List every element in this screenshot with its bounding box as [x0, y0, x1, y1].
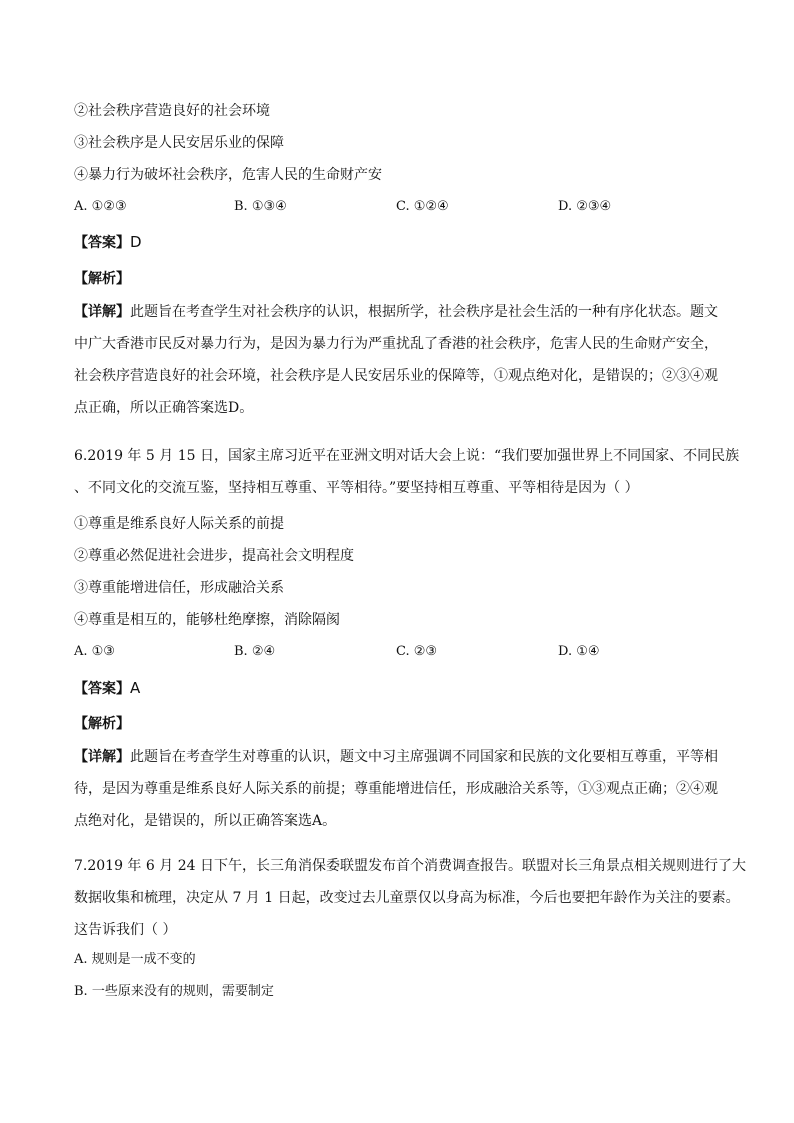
q6-option-b: B. ②④ — [234, 644, 276, 659]
detail-label: 【详解】 — [74, 304, 130, 320]
q6-stem — [74, 446, 740, 510]
q6-option-d: D. ①④ — [558, 644, 600, 659]
q6-statement-2: ②尊重必然促进社会进步，提高社会文明程度 — [74, 548, 354, 564]
q7-stem — [74, 856, 746, 952]
answer-value: A — [130, 679, 141, 697]
q6-detail-line-1: 【详解】此题旨在考查学生对尊重的认识，题文中习主席强调不同国家和民族的文化要相互尊重，平等相 — [74, 749, 718, 765]
q6-stem-line-2: 、不同文化的交流互鉴，坚持相互尊重、平等相待。”要坚持相互尊重、平等相待是因为（ ） — [74, 480, 639, 496]
q5-detail — [74, 302, 726, 430]
q5-detail-line-3: 社会秩序营造良好的社会环境，社会秩序是人民安居乐业的保障等，①观点绝对化，是错误的；②③④观 — [74, 368, 718, 384]
q6-detail — [74, 747, 726, 843]
answer-value: D — [130, 233, 142, 251]
q6-statement-1: ①尊重是维系良好人际关系的前提 — [74, 516, 284, 532]
q5-statement-2: ②社会秩序营造良好的社会环境 — [74, 103, 270, 119]
q5-option-a: A. ①②③ — [74, 199, 127, 214]
q6-option-a: A. ①③ — [74, 644, 115, 659]
q5-detail-line-4: 点正确，所以正确答案选D。 — [74, 400, 254, 416]
q6-option-c: C. ②③ — [396, 644, 438, 659]
q7-option-b: B. 一些原来没有的规则，需要制定 — [74, 984, 274, 999]
q6-statement-4: ④尊重是相互的，能够杜绝摩擦，消除隔阂 — [74, 612, 340, 628]
q5-statement-4: ④暴力行为破坏社会秩序，危害人民的生命财产安 — [74, 167, 382, 183]
q5-answer — [74, 232, 724, 253]
q5-option-d: D. ②③④ — [558, 199, 612, 214]
q5-option-b: B. ①③④ — [234, 199, 287, 214]
answer-label: 【答案】 — [74, 235, 130, 251]
q6-analysis-label: 【解析】 — [74, 716, 130, 732]
q6-statement-3: ③尊重能增进信任，形成融洽关系 — [74, 580, 284, 596]
q6-options — [74, 642, 724, 662]
q5-analysis-label: 【解析】 — [74, 271, 130, 287]
q6-answer — [74, 678, 724, 699]
q6-stem-line-1: 6.2019 年 5 月 15 日，国家主席习近平在亚洲文明对话大会上说：“我们要加强世界上不同国家、不同民族 — [74, 448, 740, 464]
q5-detail-line-2: 中广大香港市民反对暴力行为，是因为暴力行为严重扰乱了香港的社会秩序，危害人民的生命财产安全， — [74, 336, 718, 352]
q7-stem-line-1: 7.2019 年 6 月 24 日下午，长三角消保委联盟发布首个消费调查报告。联盟对长三角景点相关规则进行了大 — [74, 858, 746, 874]
q5-detail-line-1: 【详解】此题旨在考查学生对社会秩序的认识，根据所学，社会秩序是社会生活的一种有序化状态。题文 — [74, 304, 718, 320]
detail-label: 【详解】 — [74, 749, 130, 765]
q5-option-c: C. ①②④ — [396, 199, 449, 214]
q7-stem-line-2: 数据收集和梳理，决定从 7 月 1 日起，改变过去儿童票仅以身高为标准，今后也要把年龄作为关注的要素。 — [74, 890, 740, 906]
q5-options — [74, 197, 724, 217]
q7-option-a: A. 规则是一成不变的 — [74, 952, 196, 967]
q6-detail-line-3: 点绝对化，是错误的，所以正确答案选A。 — [74, 813, 337, 829]
q6-detail-line-2: 待，是因为尊重是维系良好人际关系的前提；尊重能增进信任，形成融洽关系等，①③观点正确；②④观 — [74, 781, 718, 797]
q5-statement-3: ③社会秩序是人民安居乐业的保障 — [74, 135, 284, 151]
q7-stem-line-3: 这告诉我们（ ） — [74, 922, 177, 938]
answer-label: 【答案】 — [74, 681, 130, 697]
